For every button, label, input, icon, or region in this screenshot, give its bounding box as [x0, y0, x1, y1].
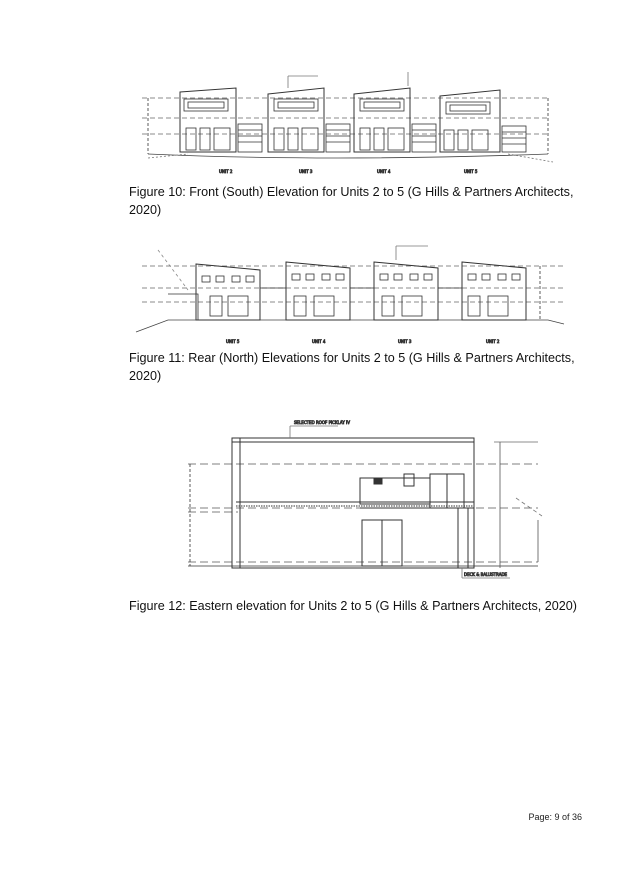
rear-unit-block	[286, 262, 350, 320]
rear-unit-label: UNIT 2	[486, 339, 500, 344]
front-unit-block	[440, 90, 526, 152]
front-unit-label: UNIT 4	[377, 169, 391, 174]
eastern-elevation-building	[232, 438, 474, 568]
front-unit-label: UNIT 2	[219, 169, 233, 174]
rear-unit-label: UNIT 4	[312, 339, 326, 344]
front-unit-label: UNIT 5	[464, 169, 478, 174]
front-unit-label: UNIT 3	[299, 169, 313, 174]
figure-11-rear-elevation-drawing	[128, 240, 568, 350]
figure-12-caption: Figure 12: Eastern elevation for Units 2 to 5 (G Hills & Partners Architects, 2020)	[129, 599, 577, 613]
roof-annotation-text: SELECTED ROOF PICKLAY IV	[294, 420, 350, 425]
rear-unit-block	[462, 262, 526, 320]
rear-unit-block	[196, 264, 260, 320]
figure-10-front-elevation-drawing	[128, 62, 568, 180]
figure-11-caption: Figure 11: Rear (North) Elevations for Units 2 to 5 (G Hills & Partners Architects, 2020)	[129, 351, 575, 383]
page-number: Page: 9 of 36	[528, 812, 582, 822]
rear-unit-label: UNIT 5	[226, 339, 240, 344]
rear-unit-block	[374, 262, 438, 320]
deck-annotation-text: DECK & BALUSTRADE	[464, 572, 508, 577]
figure-12-eastern-elevation-drawing	[128, 412, 568, 584]
rear-unit-label: UNIT 3	[398, 339, 412, 344]
figure-10-caption: Figure 10: Front (South) Elevation for Units 2 to 5 (G Hills & Partners Architects, 2020)	[129, 185, 574, 217]
